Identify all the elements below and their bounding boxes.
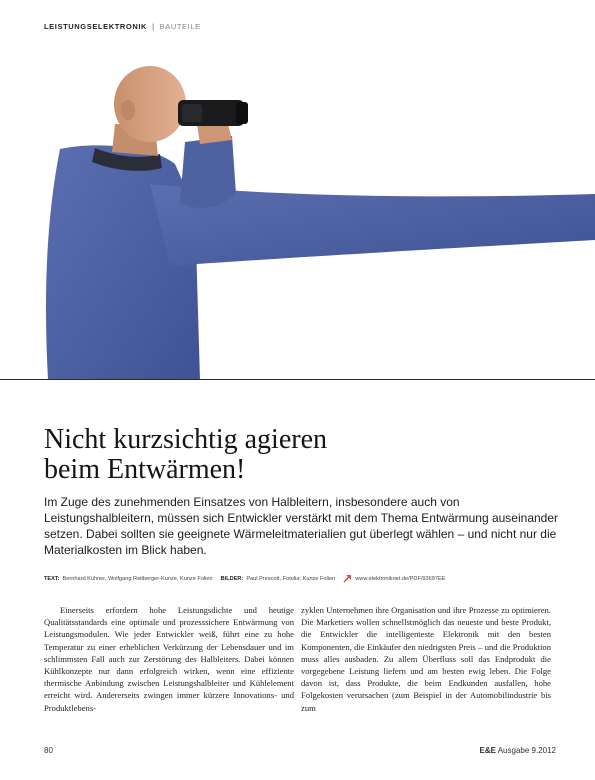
publication-name: E&E [479,746,496,755]
body-column-right [301,604,551,714]
images-credit-label: BILDER: [220,575,244,582]
article-title [44,425,564,485]
title-line-1: Nicht kurzsichtig agieren [44,424,328,455]
text-credit-value: Bernhard Kühner, Wolfgang Reitberger-Kunze, Kunze Folien [62,575,213,582]
title-line-2: beim Entwärmen! [44,454,246,485]
subsection-label: BAUTEILE [159,21,201,31]
publication-info [479,746,556,755]
page-number: 80 [44,746,53,755]
link-pointer-icon [343,574,352,583]
running-header [44,20,201,32]
credits-line [44,574,564,583]
section-label: LEISTUNGSELEKTRONIK [44,21,148,31]
photo-baseline-rule [0,379,595,380]
page-footer [44,746,556,755]
sweater-raised-arm [180,136,236,208]
body-column-left [44,604,294,714]
article-link[interactable]: www.elektroniknet.de/PDF/93697EE [355,575,446,582]
text-credit-label: TEXT: [44,575,60,582]
body-paragraph-right: zyklen Unternehmen ihre Organisation und ihre Prozesse zu optimieren. Die Marketiers wollen schnellstmöglich das neueste und beste Produkt, die Entwickler die intelligenteste Elektronik mit den besten Komponenten, die Einkäufer den niedrigsten Preis – und die Produktion muss alles ausbaden. Zu allem Überfluss soll das Endprodukt die vorgegebene Leistung liefern und am besten ewig leben. Die Folge davon ist, dass Produkte, die beim Endkunden ausfallen, hohe Folgekosten verursachen (zum Beispiel in der Automobilindustrie bis zum [301,605,551,713]
images-credit-value: Paul Prescott, Fotolia; Kunze Folien [246,575,336,582]
header-separator: | [152,21,155,31]
issue-label: Ausgabe 9.2012 [497,746,556,755]
body-paragraph-left: Einerseits erfordern hohe Leistungsdichte und heutige Qualitätsstandards eine optimale und prozesssichere Entwärmung von Leistungsmodulen. Wie jeder Entwickler weiß, führt eine zu hohe Temperatur zu einer erheblichen Verkürzung der Lebensdauer und im schlimmsten Fall auch zur Zerstörung des Halbleiters. Dabei können Kühlkonzepte nur dann erfolgreich wirken, wenn eine effiziente thermische Anbindung zwischen Leistungshalbleiter und Kühlelement erreicht wird. Andererseits zwingen immer kürzere Innovations- und Produktlebens- [44,605,294,713]
hero-photo-man-with-binoculars [0,44,595,380]
lead-paragraph: Im Zuge des zunehmenden Einsatzes von Halbleitern, insbesondere auch von Leistungshalbleitern, müssen sich Entwickler verstärkt mit dem Thema Entwärmung auseinander setzen. Dabei sollten sie geeignete Wärmeleitmaterialien gut überlegt wählen – und nicht nur die Materialkosten im Blick haben. [44,495,559,557]
ear [121,100,135,120]
